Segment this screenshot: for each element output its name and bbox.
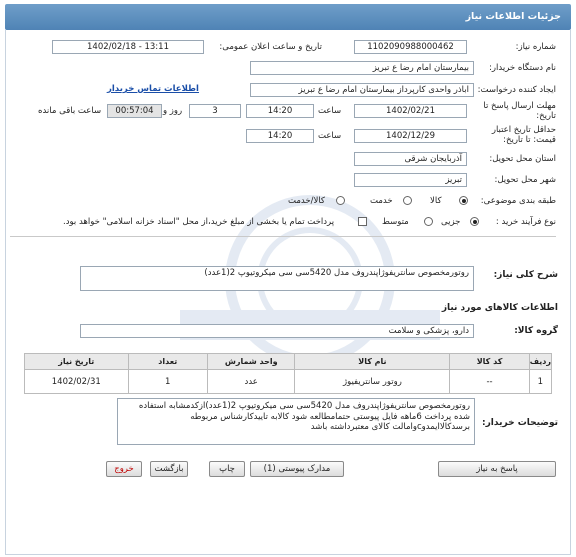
treasury-payment-checkbox[interactable] (358, 217, 367, 226)
cell-item-code: -- (450, 370, 529, 394)
category-label: طبقه بندی موضوعی: (480, 196, 556, 206)
reply-button[interactable]: پاسخ به نیاز (438, 461, 556, 477)
creator-label: ایجاد کننده درخواست: (477, 85, 556, 95)
page-title: جزئیات اطلاعات نیاز (465, 11, 561, 22)
need-number-field: 1102090988000462 (354, 40, 467, 54)
process-option-minor: جزیی (441, 217, 461, 227)
deadline-time-label: ساعت (318, 106, 342, 116)
buyer-notes-field: روتورمخصوص سانتریفوژاپندروف مدل 5420سی سی میکروتیوپ 2(1عدد)ازکدمشابه استفاده شده پرداخت 6ماهه فایل پیوستی حتمامطالعه شود کالابه تاییدکارشناس مربوطه برسدکالاایمدوcوامالت کالای معتبرداشته باشد (117, 398, 475, 445)
creator-field: اباذر واحدی کارپرداز بیمارستان امام رضا ع تبریز (250, 83, 474, 97)
deadline-time-field: 14:20 (246, 104, 314, 118)
exit-button[interactable]: خروج (106, 461, 142, 477)
cell-quantity: 1 (128, 370, 207, 394)
province-field: آذربایجان شرقی (354, 152, 467, 166)
process-radio-medium[interactable] (424, 217, 433, 226)
category-radio-goods-service[interactable] (336, 196, 345, 205)
goods-section-title: اطلاعات کالاهای مورد نیاز (441, 303, 558, 313)
divider (10, 236, 556, 237)
validity-time-label: ساعت (318, 131, 342, 141)
category-option-goods: کالا (430, 196, 442, 206)
goods-group-field: دارو، پزشکی و سلامت (80, 324, 474, 338)
validity-time-field: 14:20 (246, 129, 314, 143)
back-button[interactable]: بازگشت (150, 461, 188, 477)
cell-unit: عدد (207, 370, 294, 394)
remaining-label: ساعت باقی مانده (38, 106, 102, 116)
category-radio-service[interactable] (403, 196, 412, 205)
process-label: نوع فرآیند خرید : (495, 217, 556, 227)
city-field: تبریز (354, 173, 467, 187)
col-item-name: نام کالا (295, 354, 450, 370)
treasury-payment-note: پرداخت تمام یا بخشی از مبلغ خرید،از محل "اسناد خزانه اسلامی" خواهد بود. (63, 217, 335, 227)
table-header-row (25, 354, 552, 370)
cell-row-number: 1 (529, 370, 551, 394)
goods-group-label: گروه کالا: (514, 326, 558, 336)
process-radio-minor[interactable] (470, 217, 479, 226)
col-row-number: ردیف (529, 354, 551, 370)
page-header (5, 4, 571, 30)
cell-item-name: روتور سانتریفیوژ (295, 370, 450, 394)
attachments-button[interactable]: مدارک پیوستی (1) (250, 461, 344, 477)
summary-field: روتورمخصوص سانتریفوژاپندروف مدل 5420سی سی میکروتیوپ 2(1عدد) (80, 266, 474, 291)
announce-label: تاریخ و ساعت اعلان عمومی: (219, 42, 322, 52)
validity-label: حداقل تاریخ اعتبار (491, 125, 556, 135)
table-row (25, 370, 552, 394)
deadline-label-date: تاریخ: (536, 111, 556, 121)
need-number-label: شماره نیاز: (515, 42, 556, 52)
buyer-contact-link[interactable]: اطلاعات تماس خریدار (107, 84, 199, 94)
process-option-medium: متوسط (382, 217, 409, 227)
category-option-service: خدمت (370, 196, 393, 206)
validity-label-date: قیمت: تا تاریخ: (503, 135, 556, 145)
category-radio-goods[interactable] (459, 196, 468, 205)
days-label: روز و (163, 106, 183, 116)
goods-table (24, 353, 552, 394)
col-item-code: کد کالا (450, 354, 529, 370)
cell-need-date: 1402/02/31 (25, 370, 129, 394)
city-label: شهر محل تحویل: (494, 175, 556, 185)
col-need-date: تاریخ نیاز (25, 354, 129, 370)
remaining-time-field: 00:57:04 (107, 104, 162, 118)
category-option-goods-service: کالا/خدمت (288, 196, 325, 206)
deadline-label: مهلت ارسال پاسخ تا (483, 101, 556, 111)
summary-label: شرح کلی نیاز: (493, 270, 558, 280)
col-unit: واحد شمارش (207, 354, 294, 370)
buyer-org-label: نام دستگاه خریدار: (489, 63, 556, 73)
buyer-org-field: بیمارستان امام رضا ع تبریز (250, 61, 474, 75)
province-label: استان محل تحویل: (489, 154, 556, 164)
announce-datetime-field: 1402/02/18 - 13:11 (52, 40, 204, 54)
print-button[interactable]: چاپ (209, 461, 245, 477)
validity-date-field: 1402/12/29 (354, 129, 467, 143)
buyer-notes-label: توضیحات خریدار: (482, 418, 558, 428)
deadline-date-field: 1402/02/21 (354, 104, 467, 118)
col-quantity: تعداد (128, 354, 207, 370)
days-field: 3 (189, 104, 241, 118)
